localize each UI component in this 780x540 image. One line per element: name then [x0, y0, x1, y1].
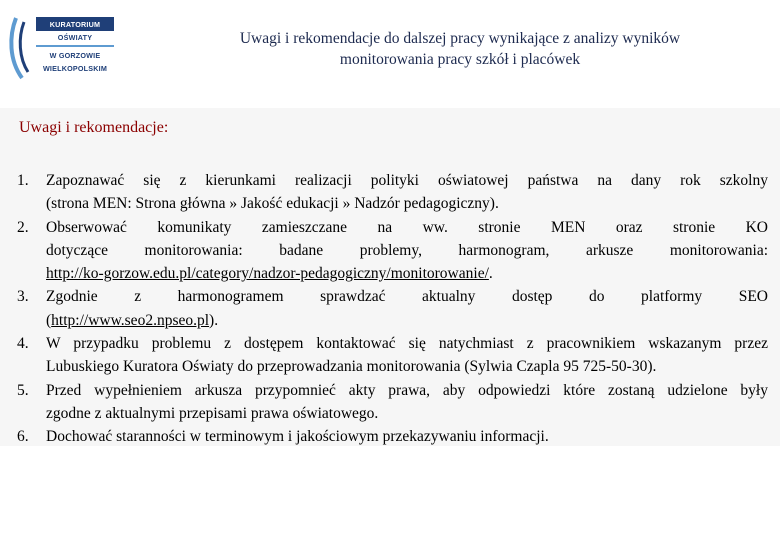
item-line: W przypadku problemu z dostępem kontaktować się natychmiast z pracownikiem wskazanym przez: [46, 335, 768, 353]
page-title-line-1: Uwagi i rekomendacje do dalszej pracy wynikające z analizy wyników: [239, 30, 681, 47]
link-prefix: (: [46, 311, 52, 329]
logo-text-3: W GORZOWIE: [49, 51, 101, 60]
item-line: [46, 309, 768, 332]
link-suffix: ).: [209, 311, 219, 329]
list-item: [17, 216, 768, 286]
item-line: Lubuskiego Kuratora Oświaty do przeprowadzania monitorowania (Sylwia Czapla 95 725-50-30).: [46, 358, 657, 376]
item-number: 5.: [17, 381, 29, 399]
link-suffix: .: [488, 265, 493, 283]
item-line: (strona MEN: Strona główna » Jakość edukacji » Nadzór pedagogiczny).: [46, 195, 499, 213]
logo-graphic: [6, 8, 126, 86]
item-line: dotyczące monitorowania: badane problemy, harmonogram, arkusze monitorowania:: [46, 241, 768, 259]
item-line: Zapoznawać się z kierunkami realizacji polityki oświatowej państwa na dany rok szkolny: [46, 172, 768, 189]
list-item: [17, 285, 768, 332]
recommendations-list: [17, 169, 768, 449]
list-item: [17, 169, 768, 216]
item-line: Przed wypełnieniem arkusza przypomnieć akty prawa, aby odpowiedzi które zostaną udzielone były: [46, 381, 768, 399]
logo-text-1: KURATORIUM: [49, 20, 101, 29]
item-line: Obserwować komunikaty zamieszczane na ww. stronie MEN oraz stronie KO: [46, 218, 768, 236]
item-number: 1.: [17, 172, 29, 189]
item-line: Zgodnie z harmonogramem sprawdzać aktualny dostęp do platformy SEO: [46, 288, 768, 306]
page-title: [150, 28, 770, 70]
list-item: [17, 379, 768, 426]
list-item: [17, 425, 768, 448]
section-heading: Uwagi i rekomendacje:: [19, 119, 169, 136]
item-number: 6.: [17, 428, 29, 446]
logo-text-4: WIELKOPOLSKIM: [42, 64, 108, 73]
logo-text-2: OŚWIATY: [57, 33, 93, 42]
item-number: 4.: [17, 335, 29, 353]
item-line: Dochować staranności w terminowym i jakościowym przekazywaniu informacji.: [46, 428, 549, 446]
kuratorium-logo: [6, 8, 126, 86]
item-line: [46, 262, 768, 285]
item-line: zgodne z aktualnymi przepisami prawa oświatowego.: [46, 404, 379, 422]
monitoring-link[interactable]: http://ko-gorzow.edu.pl/category/nadzor-pedagogiczny/monitorowanie/: [46, 265, 489, 283]
item-number: 2.: [17, 218, 29, 236]
page-title-line-2: monitorowania pracy szkół i placówek: [339, 51, 581, 68]
seo-platform-link[interactable]: http://www.seo2.npseo.pl: [51, 311, 210, 329]
item-number: 3.: [17, 288, 29, 306]
list-item: [17, 332, 768, 379]
